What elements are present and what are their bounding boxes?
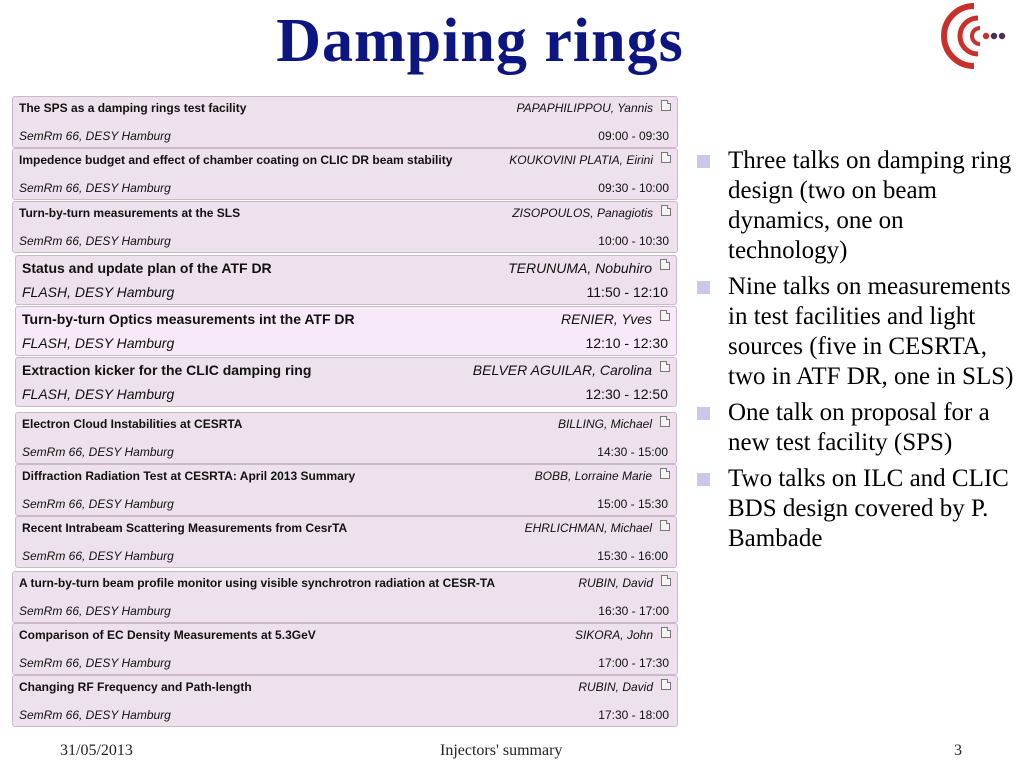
- talk-time: 12:10 - 12:30: [585, 335, 668, 351]
- talk-room: FLASH, DESY Hamburg: [22, 386, 175, 402]
- bullet-item: [694, 146, 1020, 266]
- talk-time: 17:30 - 18:00: [598, 708, 669, 722]
- folder-icon[interactable]: [660, 419, 670, 427]
- talk-item[interactable]: [12, 571, 678, 623]
- talk-item[interactable]: [15, 412, 677, 464]
- talk-title: A turn-by-turn beam profile monitor using visible synchrotron radiation at CESR-TA: [19, 576, 496, 590]
- folder-icon[interactable]: [660, 313, 670, 321]
- talk-room: SemRm 66, DESY Hamburg: [19, 656, 171, 670]
- talk-title: Impedence budget and effect of chamber coating on CLIC DR beam stability: [19, 153, 453, 167]
- talk-speaker: PAPAPHILIPPOU, Yannis: [516, 101, 653, 115]
- talk-speaker: RUBIN, David: [578, 576, 653, 590]
- folder-icon[interactable]: [661, 682, 671, 690]
- talk-item[interactable]: [12, 623, 678, 675]
- talk-item[interactable]: [12, 148, 678, 200]
- talk-speaker: KOUKOVINI PLATIA, Eirini: [509, 153, 653, 167]
- talk-time: 09:30 - 10:00: [598, 181, 669, 195]
- talk-item[interactable]: [15, 516, 677, 568]
- bullet-square-icon: [697, 407, 710, 420]
- talk-time: 15:00 - 15:30: [597, 497, 668, 511]
- footer-date: 31/05/2013: [60, 742, 133, 759]
- talk-room: FLASH, DESY Hamburg: [22, 284, 175, 300]
- talk-item[interactable]: [12, 96, 678, 148]
- bullet-square-icon: [697, 281, 710, 294]
- talk-title: Comparison of EC Density Measurements at 5.3GeV: [19, 628, 316, 642]
- folder-icon[interactable]: [660, 262, 670, 270]
- talk-speaker: RUBIN, David: [578, 680, 653, 694]
- bullet-item: [694, 464, 1020, 554]
- talk-room: SemRm 66, DESY Hamburg: [19, 604, 171, 618]
- talk-time: 15:30 - 16:00: [597, 549, 668, 563]
- talk-speaker: ZISOPOULOS, Panagiotis: [512, 206, 653, 220]
- talk-title: Electron Cloud Instabilities at CESRTA: [22, 417, 243, 431]
- bullet-square-icon: [697, 155, 710, 168]
- talk-room: SemRm 66, DESY Hamburg: [19, 708, 171, 722]
- talk-room: SemRm 66, DESY Hamburg: [19, 234, 171, 248]
- talk-item[interactable]: [15, 464, 677, 516]
- talk-speaker: BILLING, Michael: [557, 417, 652, 431]
- talk-room: FLASH, DESY Hamburg: [22, 335, 175, 351]
- talk-time: 14:30 - 15:00: [597, 445, 668, 459]
- talk-title: Changing RF Frequency and Path-length: [19, 680, 252, 694]
- bullet-square-icon: [697, 473, 710, 486]
- talk-time: 10:00 - 10:30: [598, 234, 669, 248]
- talk-item[interactable]: [12, 675, 678, 727]
- bullet-text: Two talks on ILC and CLIC BDS design covered by P. Bambade: [728, 465, 1009, 552]
- bullet-text: Nine talks on measurements in test facilities and light sources (five in CESRTA, two in ATF DR, one in SLS): [728, 273, 1014, 390]
- talk-speaker: TERUNUMA, Nobuhiro: [508, 260, 652, 276]
- bullet-item: [694, 272, 1020, 392]
- talk-time: 16:30 - 17:00: [598, 604, 669, 618]
- talk-room: SemRm 66, DESY Hamburg: [22, 549, 174, 563]
- folder-icon[interactable]: [660, 471, 670, 479]
- talk-room: SemRm 66, DESY Hamburg: [22, 445, 174, 459]
- talk-item[interactable]: [15, 255, 677, 305]
- folder-icon[interactable]: [660, 523, 670, 531]
- talk-title: Diffraction Radiation Test at CESRTA: April 2013 Summary: [22, 469, 356, 483]
- talk-speaker: EHRLICHMAN, Michael: [524, 521, 652, 535]
- bullet-text: One talk on proposal for a new test facility (SPS): [728, 399, 990, 456]
- talk-room: SemRm 66, DESY Hamburg: [19, 181, 171, 195]
- talk-item[interactable]: [15, 357, 677, 407]
- talk-time: 17:00 - 17:30: [598, 656, 669, 670]
- talk-speaker: RENIER, Yves: [560, 311, 652, 327]
- talk-time: 11:50 - 12:10: [586, 284, 668, 300]
- folder-icon[interactable]: [661, 103, 671, 111]
- talk-room: SemRm 66, DESY Hamburg: [19, 129, 171, 143]
- talk-speaker: BELVER AGUILAR, Carolina: [472, 362, 652, 378]
- talk-item[interactable]: [12, 201, 678, 253]
- talk-room: SemRm 66, DESY Hamburg: [22, 497, 174, 511]
- folder-icon[interactable]: [660, 364, 670, 372]
- page-number: 3: [954, 742, 962, 759]
- talk-speaker: SIKORA, John: [574, 628, 653, 642]
- talk-title: Turn-by-turn Optics measurements int the ATF DR: [22, 311, 355, 327]
- talk-title: Recent Intrabeam Scattering Measurements from CesrTA: [22, 521, 348, 535]
- slide-title: Damping rings: [276, 7, 684, 75]
- footer-title: Injectors' summary: [440, 742, 563, 759]
- clic-logo-icon: [934, 0, 1006, 72]
- talk-title: The SPS as a damping rings test facility: [19, 101, 247, 115]
- talk-title: Status and update plan of the ATF DR: [22, 260, 272, 276]
- talk-item[interactable]: [15, 306, 677, 356]
- talk-speaker: BOBB, Lorraine Marie: [534, 469, 652, 483]
- talk-title: Extraction kicker for the CLIC damping ring: [22, 362, 312, 378]
- talk-time: 09:00 - 09:30: [598, 129, 669, 143]
- folder-icon[interactable]: [661, 630, 671, 638]
- talk-title: Turn-by-turn measurements at the SLS: [19, 206, 241, 220]
- summary-bullets: [694, 146, 1020, 560]
- folder-icon[interactable]: [661, 208, 671, 216]
- folder-icon[interactable]: [661, 578, 671, 586]
- folder-icon[interactable]: [661, 155, 671, 163]
- talk-time: 12:30 - 12:50: [585, 386, 668, 402]
- bullet-item: [694, 398, 1020, 458]
- bullet-text: Three talks on damping ring design (two on beam dynamics, one on technology): [728, 147, 1012, 264]
